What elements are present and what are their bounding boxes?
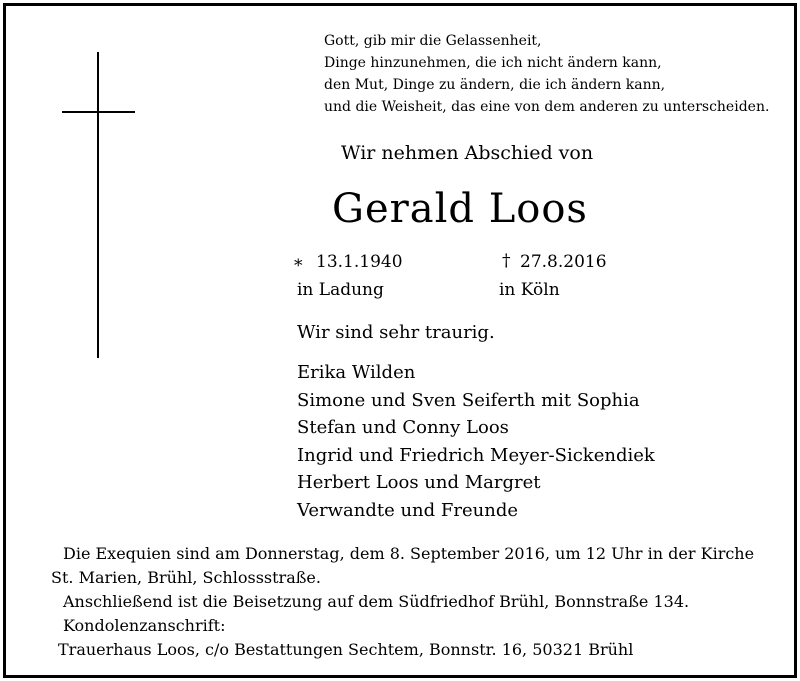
info-line: Die Exequien sind am Donnerstag, dem 8. September 2016, um 12 Uhr in der Kirche — [63, 544, 755, 563]
death-dagger-icon: † — [502, 251, 511, 271]
info-line: Trauerhaus Loos, c/o Bestattungen Sechtem, Bonnstr. 16, 50321 Brühl — [58, 640, 634, 659]
info-line: St. Marien, Brühl, Schlossstraße. — [51, 568, 321, 587]
family-member: Erika Wilden — [297, 362, 416, 383]
poem-line: den Mut, Dinge zu ändern, die ich ändern kann, — [324, 77, 666, 93]
birth-date: 13.1.1940 — [316, 252, 403, 272]
info-line: Anschließend ist die Beisetzung auf dem Südfriedhof Brühl, Bonnstraße 134. — [63, 592, 690, 611]
death-place: in Köln — [499, 280, 560, 300]
birth-place: in Ladung — [297, 280, 384, 300]
mourning-statement: Wir sind sehr traurig. — [297, 322, 495, 343]
poem-line: Gott, gib mir die Gelassenheit, — [324, 33, 542, 49]
family-member: Ingrid und Friedrich Meyer-Sickendiek — [297, 444, 655, 466]
family-member: Stefan und Conny Loos — [297, 417, 509, 438]
cross-icon-horizontal — [62, 111, 135, 113]
deceased-name: Gerald Loos — [332, 186, 588, 232]
family-list — [297, 359, 655, 524]
info-line: Kondolenzanschrift: — [63, 616, 226, 635]
poem-line: und die Weisheit, das eine von dem anderen zu unterscheiden. — [324, 99, 770, 115]
family-member: Verwandte und Freunde — [297, 499, 519, 521]
intro-text: Wir nehmen Abschied von — [341, 142, 594, 164]
funeral-info — [51, 542, 755, 662]
serenity-prayer — [324, 30, 769, 118]
death-date: 27.8.2016 — [520, 252, 607, 272]
poem-line: Dinge hinzunehmen, die ich nicht ändern kann, — [324, 55, 662, 71]
family-member: Simone und Sven Seiferth mit Sophia — [297, 389, 640, 411]
family-member: Herbert Loos und Margret — [297, 472, 541, 493]
cross-icon-vertical — [97, 52, 99, 358]
birth-star-icon: * — [294, 256, 303, 276]
